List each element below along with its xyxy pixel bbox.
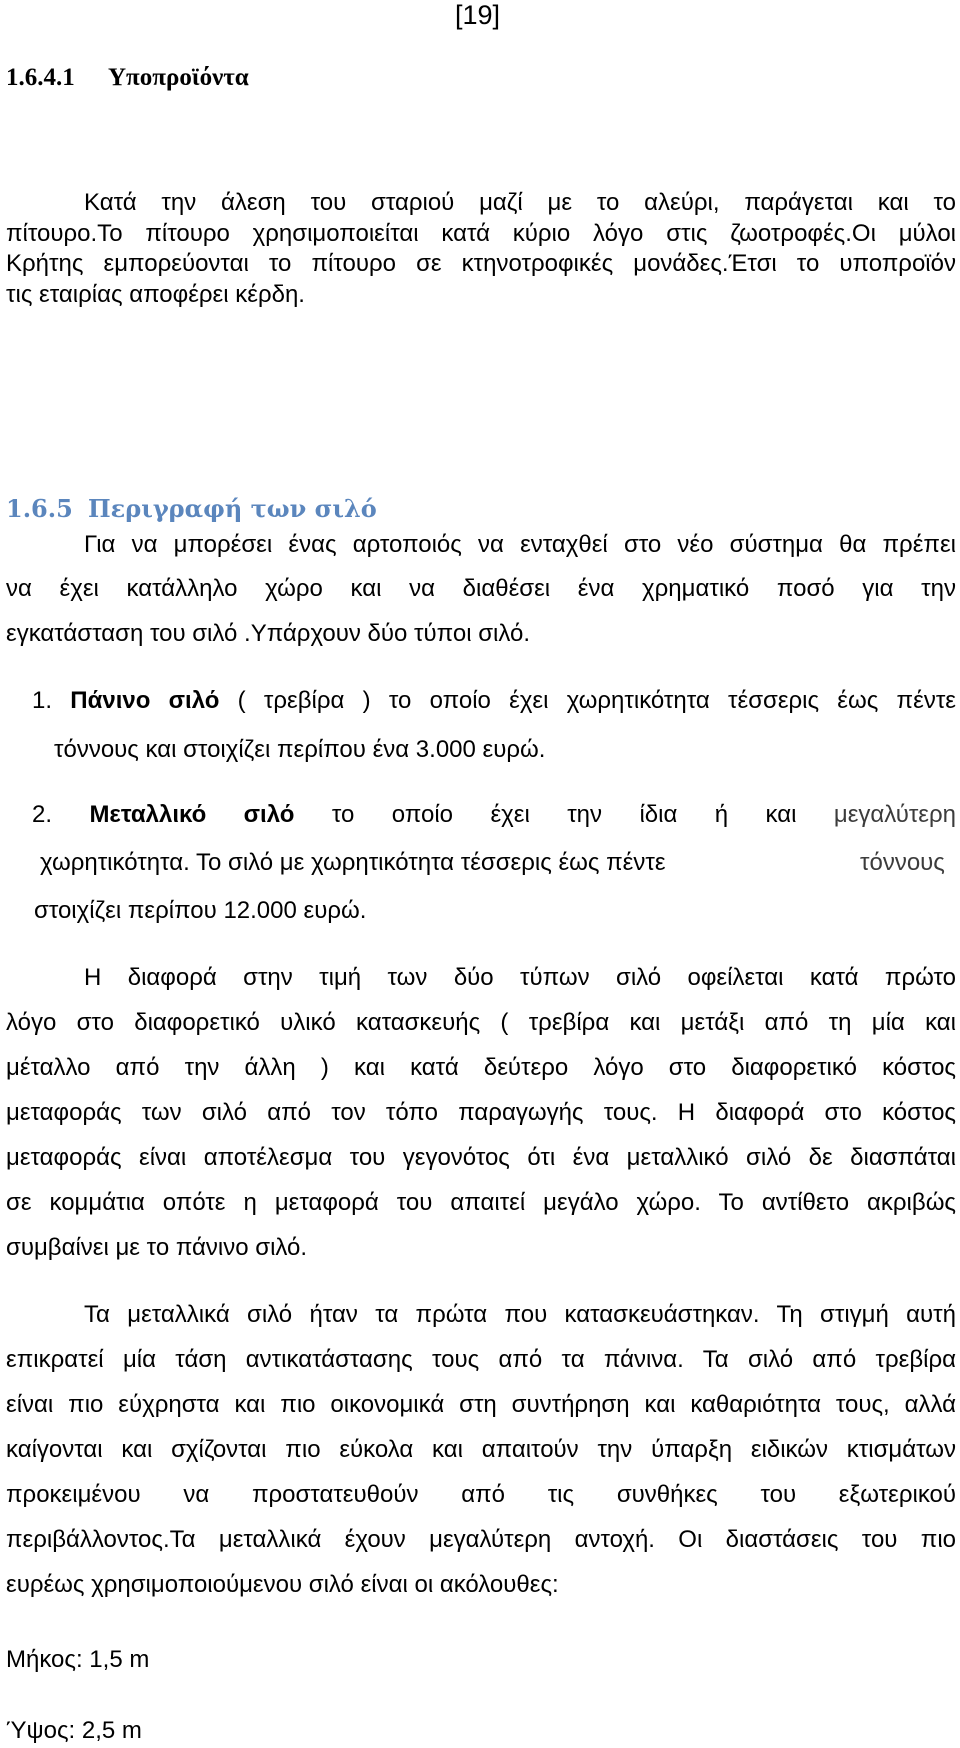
paragraph-line: τις εταιρίας αποφέρει κέρδη. (6, 281, 305, 308)
paragraph-line: συμβαίνει με το πάνινο σιλό. (6, 1234, 308, 1261)
paragraph-line: μέταλλο από την άλλη ) και κατά δεύτερο λόγο στο διαφορετικό κόστος (6, 1054, 956, 1081)
list-item-2-continuation-end: τόννους (860, 849, 945, 876)
paragraph-line: περιβάλλοντος.Τα μεταλλικά έχουν μεγαλύτερη αντοχή. Οι διαστάσεις του πιο (6, 1526, 956, 1553)
paragraph-line: Κρήτης εμπορεύονται το πίτουρο σε κτηνοτροφικές μονάδες.Έτσι το υποπροϊόν (6, 250, 956, 277)
paragraph-line: ευρέως χρησιμοποιούμενου σιλό είναι οι ακόλουθες: (6, 1571, 559, 1598)
paragraph-line: Κατά την άλεση του σταριού μαζί με το αλεύρι, παράγεται και το (84, 189, 956, 216)
list-item-1 (32, 686, 956, 716)
paragraph-line: επικρατεί μία τάση αντικατάστασης τους από τα πάνινα. Τα σιλό από τρεβίρα (6, 1346, 956, 1373)
list-item-2 (32, 800, 956, 830)
paragraph-line: Η διαφορά στην τιμή των δύο τύπων σιλό οφείλεται κατά πρώτο (84, 964, 956, 991)
page-number: [19] (455, 0, 501, 30)
paragraph-line: σε κομμάτια οπότε η μεταφορά του απαιτεί μεγάλο χώρο. Το αντίθετο ακριβώς (6, 1189, 956, 1216)
paragraph-line: Τα μεταλλικά σιλό ήταν τα πρώτα που κατασκευάστηκαν. Τη στιγμή αυτή (84, 1301, 956, 1328)
paragraph-line: Για να μπορέσει ένας αρτοποιός να ενταχθεί στο νέο σύστημα θα πρέπει (84, 531, 956, 558)
section-heading-1-6-5 (6, 494, 377, 524)
list-item-2-continuation: χωρητικότητα. Το σιλό με χωρητικότητα τέσσερις έως πέντε (40, 849, 666, 876)
list-item-title: Μεταλλικό σιλό (89, 801, 295, 828)
paragraph-line: εγκατάσταση του σιλό .Υπάρχουν δύο τύποι σιλό. (6, 620, 531, 647)
section-title: Περιγραφή των σιλό (88, 494, 377, 523)
paragraph-line: να έχει κατάλληλο χώρο και να διαθέσει ένα χρηματικό ποσό για την (6, 575, 956, 602)
list-item-title: Πάνινο σιλό (70, 687, 220, 714)
section-title: Υποπροϊόντα (108, 64, 249, 91)
list-item-text-end: μεγαλύτερη (833, 801, 956, 828)
paragraph-line: λόγο στο διαφορετικό υλικό κατασκευής ( τρεβίρα και μετάξι από τη μία και (6, 1009, 956, 1036)
dimension-length: Μήκος: 1,5 m (6, 1646, 150, 1673)
section-number: 1.6.5 (6, 494, 73, 523)
section-heading-1-6-4-1 (6, 63, 249, 93)
paragraph-line: είναι πιο εύχρηστα και πιο οικονομικά στη συντήρηση και καθαριότητα τους, αλλά (6, 1391, 956, 1418)
paragraph-line: μεταφοράς των σιλό από τον τόπο παραγωγής τους. Η διαφορά στο κόστος (6, 1099, 956, 1126)
list-item-text: το οποίο έχει την ίδια ή και (331, 801, 797, 828)
list-marker: 1. (32, 687, 53, 714)
paragraph-line: καίγονται και σχίζονται πιο εύκολα και απαιτούν την ύπαρξη ειδικών κτισμάτων (6, 1436, 956, 1463)
list-item-text: ( τρεβίρα ) το οποίο έχει χωρητικότητα τέσσερις έως πέντε (237, 687, 956, 714)
list-marker: 2. (32, 801, 53, 828)
section-number: 1.6.4.1 (6, 64, 75, 91)
paragraph-line: πίτουρο.Το πίτουρο χρησιμοποιείται κατά κύριο λόγο στις ζωοτροφές.Οι μύλοι (6, 220, 956, 247)
paragraph-line: μεταφοράς είναι αποτέλεσμα του γεγονότος ότι ένα μεταλλικό σιλό δε διασπάται (6, 1144, 956, 1171)
list-item-1-continuation: τόννους και στοιχίζει περίπου ένα 3.000 ευρώ. (54, 736, 546, 763)
list-item-2-continuation: στοιχίζει περίπου 12.000 ευρώ. (34, 897, 367, 924)
paragraph-line: προκειμένου να προστατευθούν από τις συνθήκες του εξωτερικού (6, 1481, 956, 1508)
dimension-height: Ύψος: 2,5 m (6, 1717, 142, 1744)
